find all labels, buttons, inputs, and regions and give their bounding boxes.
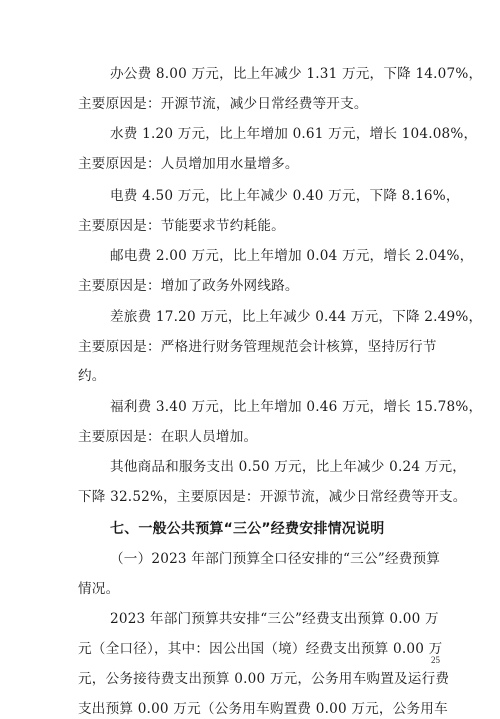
text-line-budget-total: 2023 年部门预算共安排“三公”经费支出预算 0.00 万	[110, 611, 439, 627]
text-line-budget-abroad: 元（全口径），其中：因公出国（境）经费支出预算 0.00 万	[78, 641, 443, 657]
text-line-budget-reception: 元，公务接待费支出预算 0.00 万元，公务用车购置及运行费	[78, 671, 450, 687]
text-line-subsection-1-cont: 情况。	[78, 581, 120, 597]
text-line-travel-expense: 差旅费 17.20 万元，比上年减少 0.44 万元，下降 2.49%，	[110, 309, 483, 325]
text-line-welfare-reason: 主要原因是：在职人员增加。	[78, 429, 258, 445]
text-line-water-expense: 水费 1.20 万元，比上年增加 0.61 万元，增长 104.08%，	[110, 126, 478, 142]
text-line-office-reason: 主要原因是：开源节流，减少日常经费等开支。	[78, 96, 368, 112]
text-line-welfare-expense: 福利费 3.40 万元，比上年增加 0.46 万元，增长 15.78%，	[110, 399, 483, 415]
text-line-other-expense: 其他商品和服务支出 0.50 万元，比上年减少 0.24 万元，	[110, 459, 467, 475]
text-line-office-expense: 办公费 8.00 万元，比上年减少 1.31 万元，下降 14.07%，	[110, 66, 483, 82]
text-line-electricity-expense: 电费 4.50 万元，比上年减少 0.40 万元，下降 8.16%，	[110, 188, 460, 204]
text-line-postal-reason: 主要原因是：增加了政务外网线路。	[78, 278, 299, 294]
text-line-subsection-1: （一）2023 年部门预算全口径安排的“三公”经费预算	[110, 551, 441, 567]
section-heading-three-public: 七、一般公共预算“三公”经费安排情况说明	[110, 521, 385, 537]
text-line-budget-vehicles: 支出预算 0.00 万元（公务用车购置费 0.00 万元，公务用车	[78, 701, 448, 717]
text-line-other-reason: 下降 32.52%，主要原因是：开源节流，减少日常经费等开支。	[78, 489, 467, 505]
text-line-water-reason: 主要原因是：人员增加用水量增多。	[78, 156, 299, 172]
text-line-electricity-reason: 主要原因是：节能要求节约耗能。	[78, 218, 285, 234]
text-line-postal-expense: 邮电费 2.00 万元，比上年增加 0.04 万元，增长 2.04%，	[110, 248, 474, 264]
text-line-travel-reason: 主要原因是：严格进行财务管理规范会计核算，坚持厉行节	[78, 339, 437, 355]
text-line-travel-reason-cont: 约。	[78, 368, 106, 384]
page-number: 25	[431, 655, 440, 665]
